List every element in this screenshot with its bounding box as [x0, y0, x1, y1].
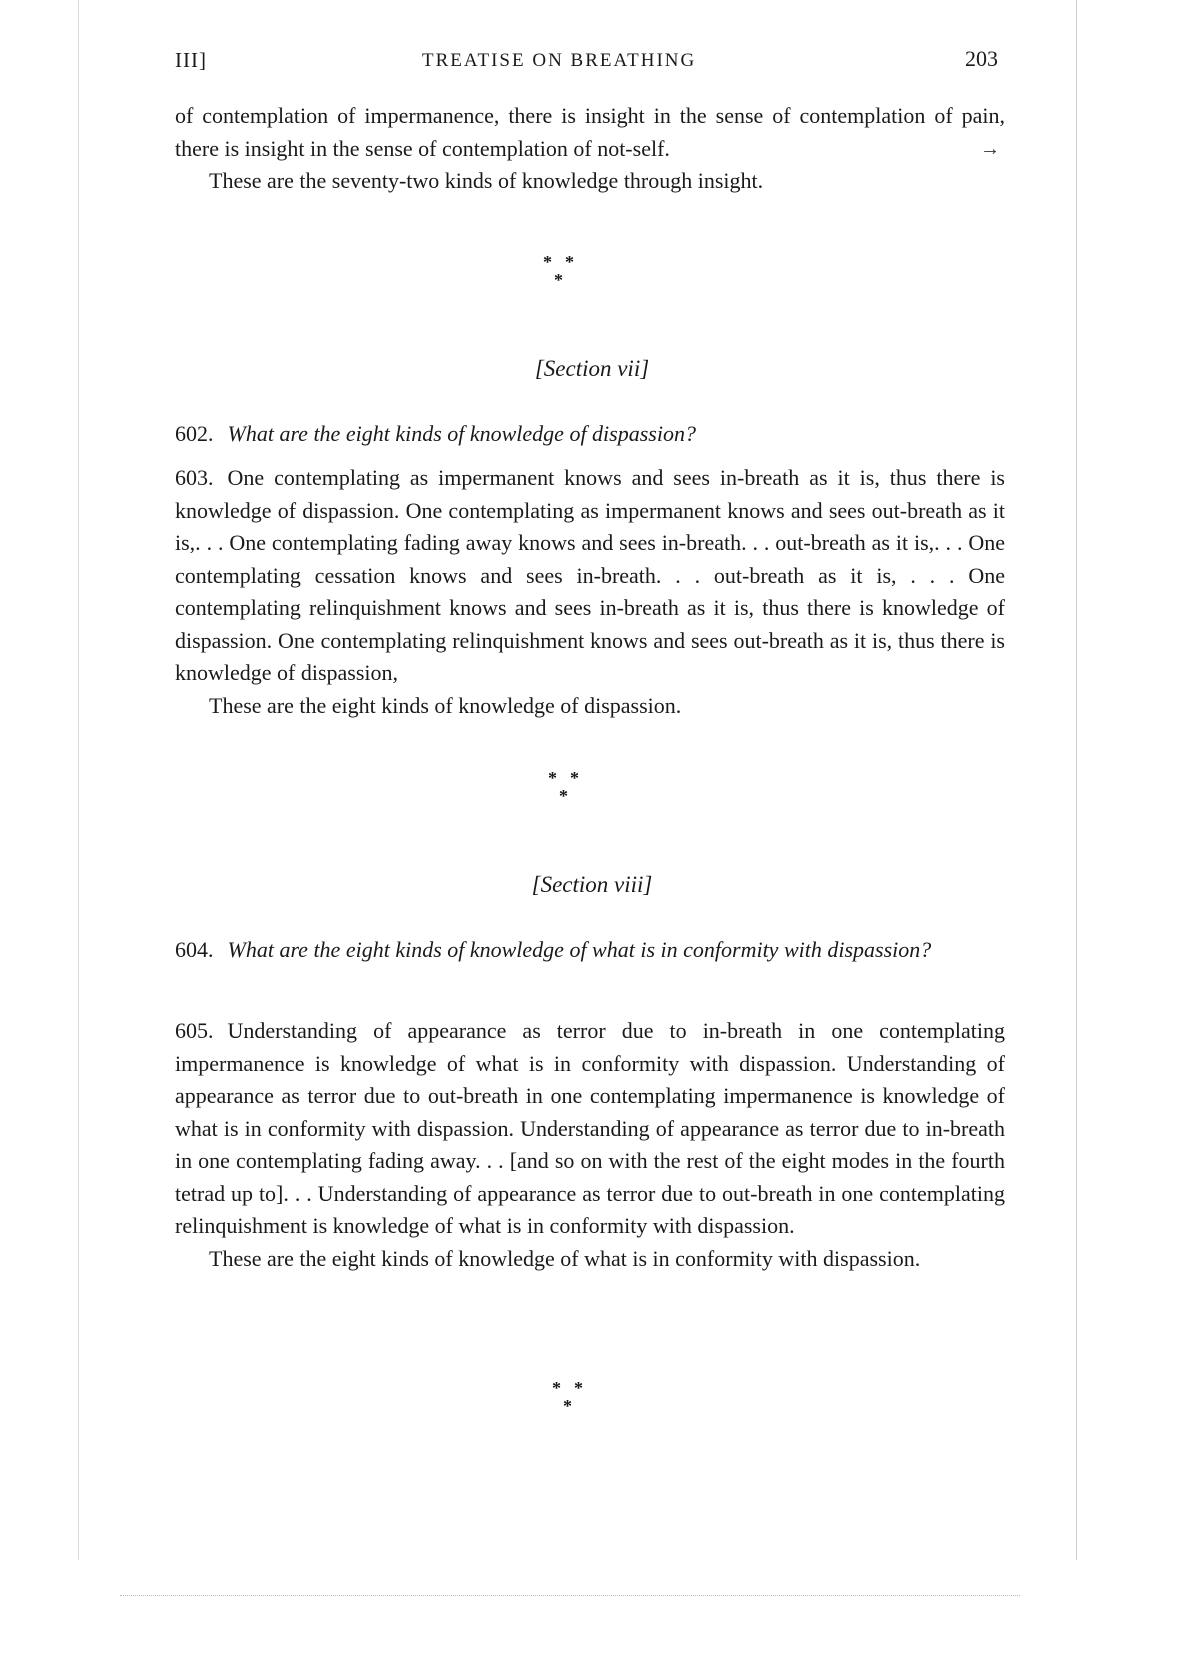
chapter-marker: III] [175, 48, 207, 72]
section-viii-question [175, 934, 1005, 967]
section-viii-answer [175, 1015, 1005, 1275]
section-vii-answer [175, 462, 1005, 722]
section-viii-title: [Section viii] [531, 872, 653, 897]
continuation-block [175, 100, 1005, 198]
paragraph-number: 603. [175, 465, 214, 490]
separator-star: * [565, 252, 574, 272]
scan-bottom-edge [120, 1595, 1020, 1598]
separator-star: * [552, 1378, 561, 1398]
separator-star: * [574, 1378, 583, 1398]
question-text: What are the eight kinds of knowledge of dispassion? [227, 421, 696, 446]
separator-star: * [570, 768, 579, 788]
section-separator [548, 768, 608, 812]
paragraph-number: 602. [175, 421, 214, 446]
answer-text: Understanding of appearance as terror due to in-breath in one contemplating impermanence is knowledge of what is in conformity with dispassion. Understanding of appearance as terror due to out-breath in one contemplating impermanence is knowledge of what is in conformity with dispassion. Understanding of appearance as terror due to in-breath in one contemplating fading away. . . [and so on with the rest of the eight modes in the fourth tetrad up to]. . . Understanding of appearance as terror due to out-breath in one contemplating relinquishment is knowledge of what is in conformity with dispassion. [175, 1018, 1005, 1238]
section-vii-title: [Section vii] [534, 356, 650, 381]
continuation-text: of contemplation of impermanence, there is insight in the sense of contemplation of pain, there is insight in the sense of contemplation of not-self. [175, 103, 1005, 161]
section-separator [543, 252, 603, 296]
paragraph-number: 605. [175, 1018, 214, 1043]
paragraph-number: 604. [175, 937, 214, 962]
separator-star: * [543, 252, 552, 272]
scan-edge-right [1076, 0, 1077, 1560]
section-viii-summary: These are the eight kinds of knowledge of what is in conformity with dispassion. [209, 1245, 921, 1271]
section-separator [552, 1378, 612, 1422]
page-number: 203 [965, 46, 998, 71]
separator-star: * [563, 1396, 572, 1416]
separator-star: * [554, 270, 563, 290]
running-title: TREATISE ON BREATHING [422, 50, 697, 71]
margin-mark: → [980, 138, 1000, 160]
continuation-summary: These are the seventy-two kinds of knowledge through insight. [209, 168, 764, 193]
question-text: What are the eight kinds of knowledge of what is in conformity with dispassion? [227, 937, 932, 962]
section-vii-question [175, 418, 1005, 451]
separator-star: * [548, 768, 557, 788]
running-header [175, 48, 1005, 78]
section-vii-summary: These are the eight kinds of knowledge of dispassion. [209, 692, 682, 718]
scan-edge-left [78, 0, 79, 1560]
separator-star: * [559, 786, 568, 806]
answer-text: One contemplating as impermanent knows and sees in-breath as it is, thus there is knowledge of dispassion. One contemplating as impermanent knows and sees out-breath as it is,. . . One contemplating fading away knows and sees in-breath. . . out-breath as it is,. . . One contemplating cessation knows and sees in-breath. . . out-breath as it is, . . . One contemplating relinquishment knows and sees in-breath as it is, thus there is knowledge of dispassion. One contemplating relinquishment knows and sees out-breath as it is, thus there is knowledge of dispassion, [175, 465, 1005, 685]
